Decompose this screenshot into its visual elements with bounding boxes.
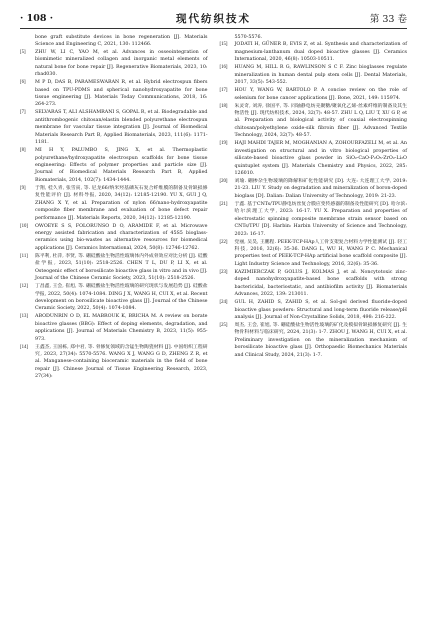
reference-text: ZHU W, LI C, YAO M, et al. Advances in osseointegration of biomimetic mineralized collagen and inorganic metal elements of natural bone for bone repair [J]. Regenerative Biomaterials, 2023, 10: rbad030.: [35, 49, 208, 78]
reference-number: [25]: [219, 322, 228, 328]
reference-item: [20, 109, 208, 146]
reference-text: 周杰, 王会, 崔旭, 等. 硼硅酸盐生物活性玻璃的矿化及模拟骨缺损修复研究 [J]. 生物骨科材料与临床研究, 2024, 21(3): 1-7. ZHOU J, WANG H, CUI X, et al. Preliminary investigation on the mineralization mechanism of borosilicate bioactive glass [J]. Orthopaedic Biomechanics Materials and Clinical Study, 2024, 21(3): 1-7.: [234, 322, 407, 358]
reference-item: [220, 239, 408, 269]
reference-text: 丁昌鑫, 王会, 崔旭, 等. 硼硅酸盐生物活性玻璃的研究现状与发展趋势 [J]. 硅酸盐学报, 2022, 50(4): 1074-1084. DING J X, WANG H, CUI X, et al. Recent development on borosilicate bioactive glass [J]. Journal of the Chinese Ceramic Society, 2022, 50(4): 1074-1084.: [35, 284, 208, 312]
reference-text: GUL H, ZAHID S, ZAHID S, et al. Sol-gel derived fluoride-doped bioactive glass powders: Structural and long-term fluoride release/pH analysis [J]. Journal of Non-Crystalline Solids, 2018, 498: 216-222.: [234, 300, 407, 320]
reference-text: HOU Y, WANG W, BARTOLO P. A concise review on the role of selenium for bone cancer applications [J]. Bone, 2021, 149: 115974.: [234, 88, 407, 101]
left-column: [20, 34, 208, 381]
reference-text: 刘瑜. 硼掺杂生物玻璃的降解和矿化性能研究 [D]. 大连: 大连理工大学, 2019: 21-23. LIU Y. Study on degradation and mineralization of boron-doped bioglass [D]. Dalian: Dalian University of Technology, 2019: 21-23.: [234, 178, 407, 199]
reference-number: [17]: [219, 88, 228, 94]
reference-text: 党丽, 吴昊, 王鹏程. PEEK-TCP-HAp人工骨支架复合材料力学性能测试 [J]. 轻工科技, 2016, 32(6): 35-36. DANG L, WU H, WANG P C. Mechanical properties test of PEEK-TCP-HAp artificial bone scaffold composite [J]. Light Industry Science and Technology, 2016, 32(6): 35-36.: [234, 239, 407, 267]
reference-text: HUANG M, HILL R G, RAWLINSON S C F. Zinc bioglasses regulate mineralization in human dental pulp stem cells [J]. Dental Materials, 2017, 33(5): 543-552.: [234, 65, 407, 86]
reference-number: [16]: [219, 65, 228, 71]
reference-number: [9]: [20, 185, 26, 191]
reference-number: [12]: [20, 284, 28, 290]
reference-number: [24]: [219, 300, 228, 306]
reference-text: 陈平利, 杜萍, 李贤, 等. 硼硅酸盐生物活性玻璃体内外成骨效应对比分析 [J]. 硅酸盐学报, 2023, 51(10): 2518-2526. CHEN T L, DU P, LI X, et al. Osteogenic effect of borosilicate bioactive glass in vitro and in vivo [J]. Journal of the Chinese Ceramic Society, 2023, 51(10): 2518-2526.: [35, 253, 208, 282]
reference-item: [220, 178, 408, 200]
reference-item: [20, 253, 208, 283]
reference-text: 王鑫杰, 王国栋, 郑中君, 等. 骨修复领域的含锰生物陶瓷材料 [J]. 中国组织工程研究, 2023, 27(34): 5570-5576. WANG X J, WANG G D, ZHENG Z R, et al. Manganese-containing bioceramic materials in the field of bone repair [J]. Chinese Journal of Tissue Engineering Research, 2023, 27(34):: [35, 344, 208, 380]
reference-number: [23]: [219, 269, 228, 275]
reference-item: [20, 313, 208, 343]
reference-number: [22]: [219, 239, 228, 245]
reference-columns: [20, 34, 407, 381]
reference-item: [220, 322, 408, 359]
reference-text: HAJI MAHDI TAJER M, MOGHANIAN A, ZOHOURFAZELI M, et al. An investigation on structural and in vitro biological properties of silicate-based bioactive glass powder in SiO₂-CaO-P₂O₅-ZrO₂-Li₂O quintuplet system [J]. Materials Chemistry and Physics, 2022, 285: 126010.: [234, 141, 407, 176]
reference-item: [220, 41, 408, 63]
reference-text: OWOEYE S S, FOLORUNSO D O, ARAMIDE F, et al. Microwave energy assisted fabrication and characterization of 45S5 bioglass-ceramics using bio-wastes as alternative resources for biomedical applications [J]. Ceramics International, 2024, 50(8): 12746-12762.: [35, 223, 208, 251]
reference-number: [8]: [20, 148, 26, 154]
reference-number: [14]: [20, 344, 28, 350]
page-number: · 108 ·: [20, 12, 54, 24]
reference-number: [15]: [219, 42, 228, 48]
reference-number: [6]: [20, 80, 26, 86]
reference-text: SELVARAS T, ALI ALSHAMRANI S, GOPAL R, et al. Biodegradable and antithrombogenic chitosan/elastin blended polyurethane electrospun membrane for vascular tissue integration [J]. Journal of Biomedical Materials Research Part B, Applied Biomaterials, 2023, 111(6): 1171-1181.: [35, 110, 208, 146]
reference-item: [220, 64, 408, 86]
reference-number: [7]: [20, 110, 26, 116]
reference-text: JODATI H, GÜNER B, EVIS Z, et al. Synthesis and characterization of magnesium-lanthanum dual doped bioactive glasses [J]. Ceramics International, 2020, 46(8): 10503-10511.: [234, 42, 407, 63]
reference-text: M P D, DAS B, PARAMESWARAN R, et al. Hybrid electrospun fibers based on TPU-PDMS and spherical nanohydroxyapatite for bone tissue engineering [J]. Materials Today Communications, 2018, 16: 264-273.: [35, 80, 208, 108]
reference-item: [20, 344, 208, 381]
reference-text: 朱灵奇, 刘涛, 徐国平, 等. 同轴静电纺壳聚糖/聚氧化乙烯-丝素纤维的制备及其生物活性 [J]. 现代纺织技术, 2024, 32(7): 48-57. ZHU L Q, LIU T, XU G P, et al. Preparation and biological activity of coaxial electrospinning chitosan/polyethylene oxide-silk fibroin fiber [J]. Advanced Textile Technology, 2024, 32(7): 48-57.: [234, 103, 407, 139]
reference-item: [20, 223, 208, 253]
reference-item: [220, 87, 408, 102]
reference-number: [19]: [219, 141, 228, 147]
reference-item: [20, 283, 208, 313]
reference-continuation: 5570-5576.: [234, 35, 263, 40]
reference-text: KAZIMIERCZAK P, GOLUS J, KOLMAS J, et al. Noncytotoxic zinc-doped nanohydroxyapatite-based bone scaffolds with strong bactericidal, bacteriostatic, and antibiofilm activity [J]. Biomaterials Advances, 2022, 139: 213011.: [234, 269, 407, 298]
reference-text: ABODUNRIN O D, EL MABROUK K, BRICHA M. A review on borate bioactive glasses (BBG): Effect of doping elements, degradation, and applications [J]. Journal of Materials Chemistry B, 2023, 11(5): 955-973.: [35, 314, 208, 342]
reference-number: [10]: [20, 223, 28, 229]
reference-text: 于鑫. 基于CNTs/TPU静电纺丝复合膜应变传感器的制备及性能研究 [D]. 哈尔滨: 哈尔滨理工大学, 2023: 16-17. YU X. Preparation and properties of electrostatic spinning composite membrane strain sensor based on CNTs/TPU [D]. Harbin: Harbin University of Science and Technology, 2023: 16-17.: [234, 201, 407, 237]
reference-number: [11]: [20, 253, 28, 259]
reference-continuation: bone graft substitute devices in bone regeneration [J]. Materials Science and Engineering C, 2021, 130: 112466.: [35, 35, 208, 48]
reference-item: [220, 299, 408, 321]
volume-label: 第 33 卷: [369, 14, 407, 25]
reference-item: [220, 269, 408, 299]
right-column: [220, 34, 408, 381]
reference-text: MI H Y, PALUMBO S, JING X, et al. Thermoplastic polyurethane/hydroxyapatite electrospun scaffolds for bone tissue engineering: Effects of polymer properties and particle size [J]. Journal of Biomedical Materials Research Part B, Applied Biomaterials, 2014, 102(7): 1434-1444.: [35, 148, 208, 183]
reference-item: [20, 185, 208, 222]
reference-number: [21]: [219, 201, 228, 207]
reference-item: [220, 103, 408, 140]
reference-number: [20]: [219, 178, 228, 184]
reference-item: [20, 49, 208, 79]
reference-item: [220, 140, 408, 177]
reference-number: [13]: [20, 314, 28, 320]
reference-number: [18]: [219, 103, 228, 109]
reference-item: [220, 201, 408, 238]
reference-number: [5]: [20, 49, 26, 55]
reference-item: [20, 147, 208, 184]
reference-text: 于翔, 桂久青, 张雪寅, 等. 尼龙66/纳米羟基磷灰石复合纤维膜的制备及骨缺损修复性能评价 [J]. 材料导报, 2020, 34(12): 12185-12190. YU X, GUI J Q, ZHANG X Y, et al. Preparation of nylon 66/nano-hydroxyapatite composite fiber membrane and evaluation of bone defect repair performance [J]. Materials Reports, 2020, 34(12): 12185-12190.: [35, 185, 208, 221]
journal-title: 现代纺织技术: [176, 12, 251, 25]
reference-item: [20, 79, 208, 109]
running-header: [20, 8, 407, 29]
